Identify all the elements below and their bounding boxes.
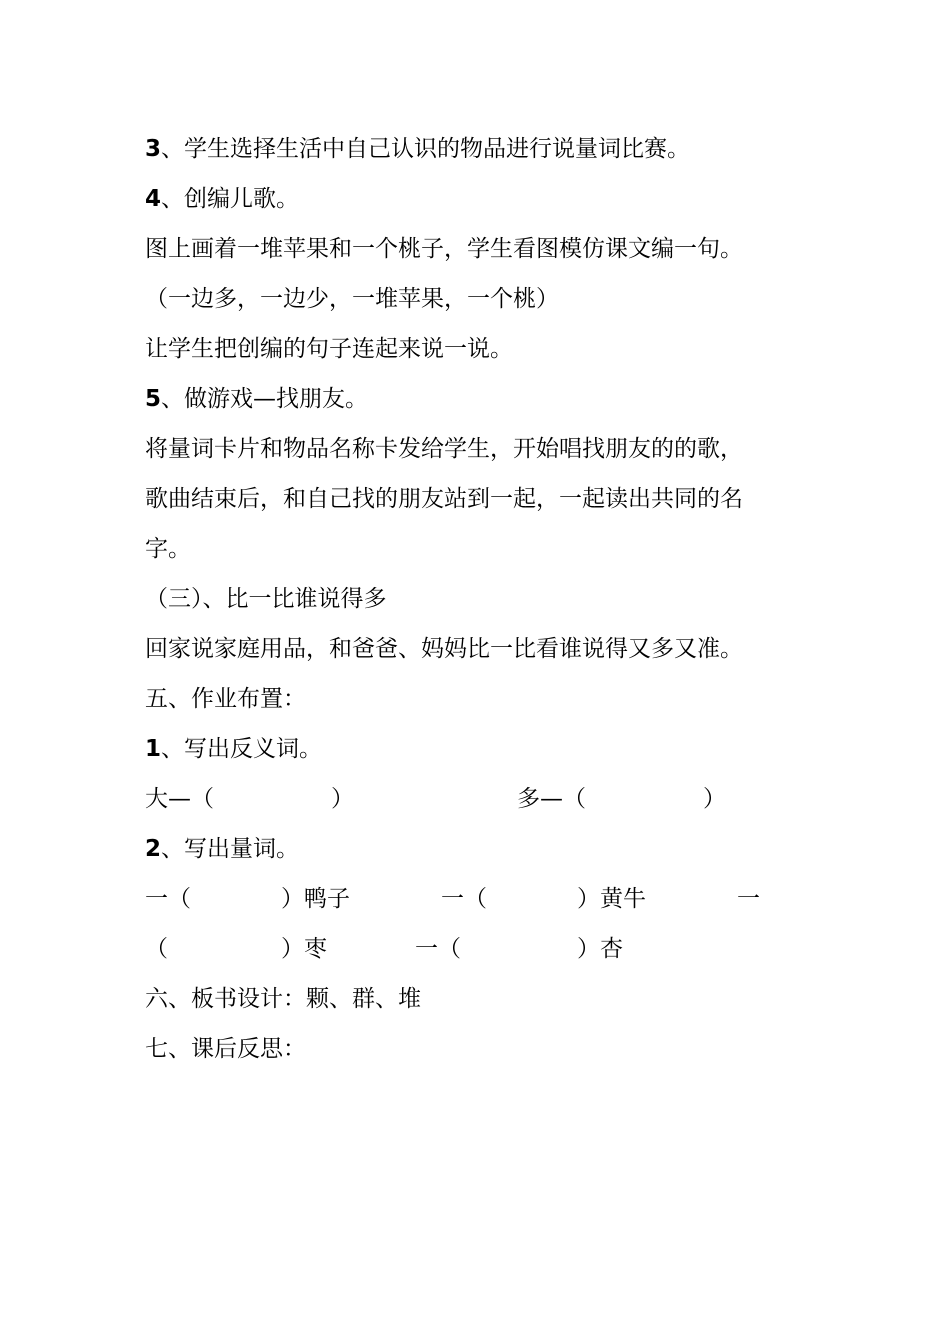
step-text: 、做游戏—找朋友。 xyxy=(161,386,369,412)
paragraph-text: 回家说家庭用品，和爸爸、妈妈比一比看谁说得又多又准。 xyxy=(145,636,743,662)
exercise-1-heading xyxy=(145,724,825,774)
exercise-2-heading xyxy=(145,824,825,874)
measure-word-row xyxy=(145,874,825,924)
paragraph-text: 将量词卡片和物品名称卡发给学生，开始唱找朋友的的歌， xyxy=(145,436,743,462)
step-text: 、创编儿歌。 xyxy=(161,186,300,212)
step-number: 1 xyxy=(145,736,162,762)
paragraph-line xyxy=(145,224,825,274)
antonym-b-close: ） xyxy=(703,786,726,812)
paragraph-line xyxy=(145,274,825,324)
section-heading-text: （三）、比一比谁说得多 xyxy=(145,586,387,612)
antonym-a-close: ） xyxy=(331,786,354,812)
paragraph-line xyxy=(145,424,825,474)
measure-b-answer: ）黄牛 xyxy=(577,886,646,912)
section-heading xyxy=(145,674,825,724)
measure-word-row xyxy=(145,924,825,974)
paragraph-text: 图上画着一堆苹果和一个桃子，学生看图模仿课文编一句。 xyxy=(145,236,743,262)
measure-c-prompt: 一 xyxy=(737,886,760,912)
step-number: 4 xyxy=(145,186,162,212)
step-number: 3 xyxy=(145,136,162,162)
paragraph-text: 让学生把创编的句子连起来说一说。 xyxy=(145,336,513,362)
document-page xyxy=(145,124,825,1074)
paragraph-line xyxy=(145,624,825,674)
step-number: 2 xyxy=(145,836,162,862)
paragraph-text: 歌曲结束后，和自己找的朋友站到一起，一起读出共同的名 xyxy=(145,486,743,512)
board-design-text: 六、板书设计：颗、群、堆 xyxy=(145,986,421,1012)
step-number: 5 xyxy=(145,386,162,412)
measure-d-prompt: 一（ xyxy=(415,936,461,962)
step-text: 、写出反义词。 xyxy=(161,736,323,762)
paragraph-line xyxy=(145,324,825,374)
measure-a-prompt: 一（ xyxy=(145,886,191,912)
measure-b-prompt: 一（ xyxy=(441,886,487,912)
step-text: 、写出量词。 xyxy=(161,836,300,862)
paragraph-text: 字。 xyxy=(145,536,191,562)
measure-c-answer: ）枣 xyxy=(281,936,327,962)
step-3 xyxy=(145,124,825,174)
paragraph-text: （一边多，一边少，一堆苹果，一个桃） xyxy=(145,286,559,312)
step-4 xyxy=(145,174,825,224)
measure-c-open: （ xyxy=(145,936,168,962)
reflection xyxy=(145,1024,825,1074)
section-heading xyxy=(145,574,825,624)
measure-d-answer: ）杏 xyxy=(577,936,623,962)
antonym-b-prompt: 多—（ xyxy=(517,786,586,812)
measure-a-answer: ）鸭子 xyxy=(281,886,350,912)
section-heading-text: 五、作业布置： xyxy=(145,686,306,712)
antonym-row xyxy=(145,774,825,824)
reflection-text: 七、课后反思： xyxy=(145,1036,306,1062)
paragraph-line xyxy=(145,474,825,524)
antonym-a-prompt: 大—（ xyxy=(145,786,214,812)
step-text: 、学生选择生活中自己认识的物品进行说量词比赛。 xyxy=(161,136,691,162)
step-5 xyxy=(145,374,825,424)
paragraph-line xyxy=(145,524,825,574)
board-design xyxy=(145,974,825,1024)
